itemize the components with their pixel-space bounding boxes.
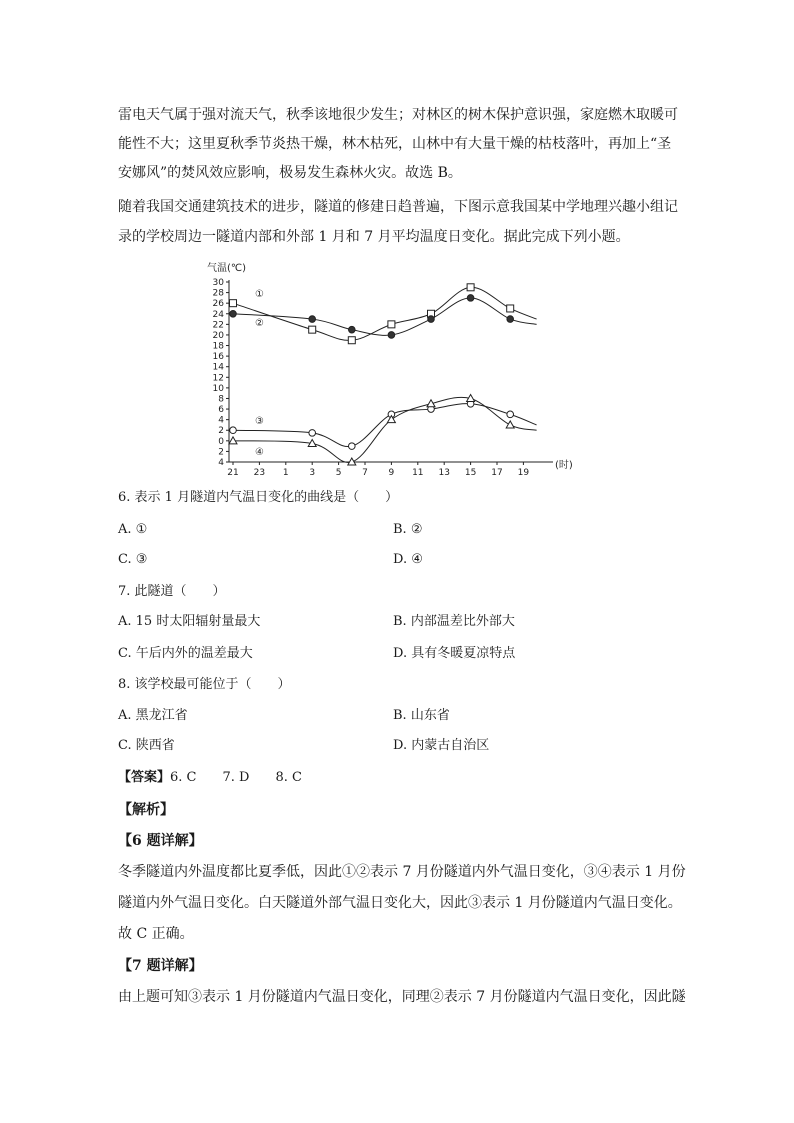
y-tick-label: 22 xyxy=(212,320,224,331)
data-point xyxy=(467,284,474,291)
y-tick-label: 12 xyxy=(212,373,224,384)
y-tick-label: 10 xyxy=(212,383,224,394)
x-axis-label: (时) xyxy=(555,460,573,471)
series-label: ④ xyxy=(255,446,264,458)
paragraph-line: 随着我国交通建筑技术的进步，隧道的修建日趋普遍，下图示意我国某中学地理兴趣小组记 xyxy=(118,199,678,215)
q6-option-a[interactable]: A. ① xyxy=(118,522,148,537)
x-tick-label: 5 xyxy=(335,468,342,475)
q6-option-b[interactable]: B. ② xyxy=(393,522,423,537)
x-tick-label: 7 xyxy=(362,468,368,475)
y-tick-label: 18 xyxy=(212,341,224,352)
series-label: ① xyxy=(255,289,264,301)
y-tick-label: 6 xyxy=(218,405,224,416)
y-tick-label: 0 xyxy=(218,436,224,447)
q8-option-b[interactable]: B. 山东省 xyxy=(393,708,450,723)
series-line-② xyxy=(233,298,537,335)
q7-option-d[interactable]: D. 具有冬暖夏凉特点 xyxy=(393,646,516,661)
x-tick-label: 17 xyxy=(491,468,503,475)
data-point xyxy=(388,321,395,328)
data-point xyxy=(388,332,395,339)
data-point xyxy=(230,427,237,434)
q6-detail-heading: 【6 题详解】 xyxy=(118,833,203,849)
data-point xyxy=(349,443,356,450)
x-tick-label: 15 xyxy=(464,468,477,475)
y-tick-label: 26 xyxy=(212,299,224,310)
data-point xyxy=(309,430,316,437)
data-point xyxy=(428,316,435,323)
series-label: ② xyxy=(255,317,264,329)
y-tick-label: 2 xyxy=(218,447,224,458)
q7-option-a[interactable]: A. 15 时太阳辐射量最大 xyxy=(118,614,261,629)
data-point xyxy=(230,300,237,307)
answer-label: 【答案】 xyxy=(118,770,171,785)
q7-detail-heading: 【7 题详解】 xyxy=(118,958,203,974)
q8-option-c[interactable]: C. 陕西省 xyxy=(118,738,175,753)
y-tick-label: 2 xyxy=(218,426,224,437)
analysis-line: 隧道内外气温日变化。白天隧道外部气温日变化大，因此③表示 1 月份隧道内气温日变化。 xyxy=(118,895,682,911)
answer-text: 6. C 7. D 8. C xyxy=(170,770,302,785)
series-line-③ xyxy=(233,404,537,447)
data-point xyxy=(349,326,356,333)
analysis-line: 由上题可知③表示 1 月份隧道内气温日变化，同理②表示 7 月份隧道内气温日变化，因此隧 xyxy=(118,989,686,1005)
data-point xyxy=(229,437,237,444)
data-point xyxy=(309,326,316,333)
answer-line xyxy=(118,768,302,788)
analysis-line: 故 C 正确。 xyxy=(118,926,194,942)
paragraph-line: 安娜风”的焚风效应影响，极易发生森林火灾。故选 B。 xyxy=(118,165,462,181)
y-tick-label: 20 xyxy=(212,330,224,341)
q8-option-a[interactable]: A. 黑龙江省 xyxy=(118,708,188,723)
data-point xyxy=(507,411,514,418)
x-tick-label: 3 xyxy=(309,468,316,475)
x-tick-label: 23 xyxy=(253,468,266,475)
x-tick-label: 11 xyxy=(412,468,424,475)
y-tick-label: 30 xyxy=(212,278,224,288)
data-point xyxy=(506,421,514,428)
q7-option-b[interactable]: B. 内部温差比外部大 xyxy=(393,614,515,629)
y-tick-label: 14 xyxy=(212,362,224,373)
question-6-stem: 6. 表示 1 月隧道内气温日变化的曲线是（ ） xyxy=(118,490,399,505)
analysis-label: 【解析】 xyxy=(118,802,174,818)
data-point xyxy=(467,295,474,302)
data-point xyxy=(507,316,514,323)
y-tick-label: 16 xyxy=(212,352,224,363)
x-tick-label: 13 xyxy=(438,468,450,475)
series-line-④ xyxy=(233,397,537,462)
question-8-stem: 8. 该学校最可能位于（ ） xyxy=(118,677,291,692)
data-point xyxy=(348,337,355,344)
series-line-① xyxy=(233,287,537,340)
y-tick-label: 24 xyxy=(212,309,224,320)
question-7-stem: 7. 此隧道（ ） xyxy=(118,584,226,599)
y-tick-label: 4 xyxy=(218,458,224,468)
temperature-chart xyxy=(205,260,580,475)
chart-svg xyxy=(205,260,580,475)
y-axis-label: 气温(℃) xyxy=(207,263,247,274)
q7-option-c[interactable]: C. 午后内外的温差最大 xyxy=(118,646,253,661)
paragraph-line: 雷电天气属于强对流天气，秋季该地很少发生；对林区的树木保护意识强，家庭燃木取暖可 xyxy=(118,107,678,123)
x-tick-label: 21 xyxy=(227,468,239,475)
x-tick-label: 1 xyxy=(282,468,289,475)
data-point xyxy=(230,310,237,317)
y-tick-label: 28 xyxy=(212,288,224,299)
data-point xyxy=(309,316,316,323)
q6-option-d[interactable]: D. ④ xyxy=(393,552,423,567)
analysis-line: 冬季隧道内外温度都比夏季低，因此①②表示 7 月份隧道内外气温日变化，③④表示 1 月份 xyxy=(118,864,686,880)
q6-option-c[interactable]: C. ③ xyxy=(118,552,148,567)
y-tick-label: 8 xyxy=(218,394,224,405)
paragraph-line: 录的学校周边一隧道内部和外部 1 月和 7 月平均温度日变化。据此完成下列小题。 xyxy=(118,229,630,245)
x-tick-label: 9 xyxy=(388,468,395,475)
data-point xyxy=(507,305,514,312)
x-tick-label: 19 xyxy=(517,468,530,475)
series-label: ③ xyxy=(255,416,264,428)
y-tick-label: 4 xyxy=(218,415,224,426)
paragraph-line: 能性不大；这里夏秋季节炎热干燥，林木枯死，山林中有大量干燥的枯枝落叶，再加上“圣 xyxy=(118,136,672,152)
q8-option-d[interactable]: D. 内蒙古自治区 xyxy=(393,738,490,753)
